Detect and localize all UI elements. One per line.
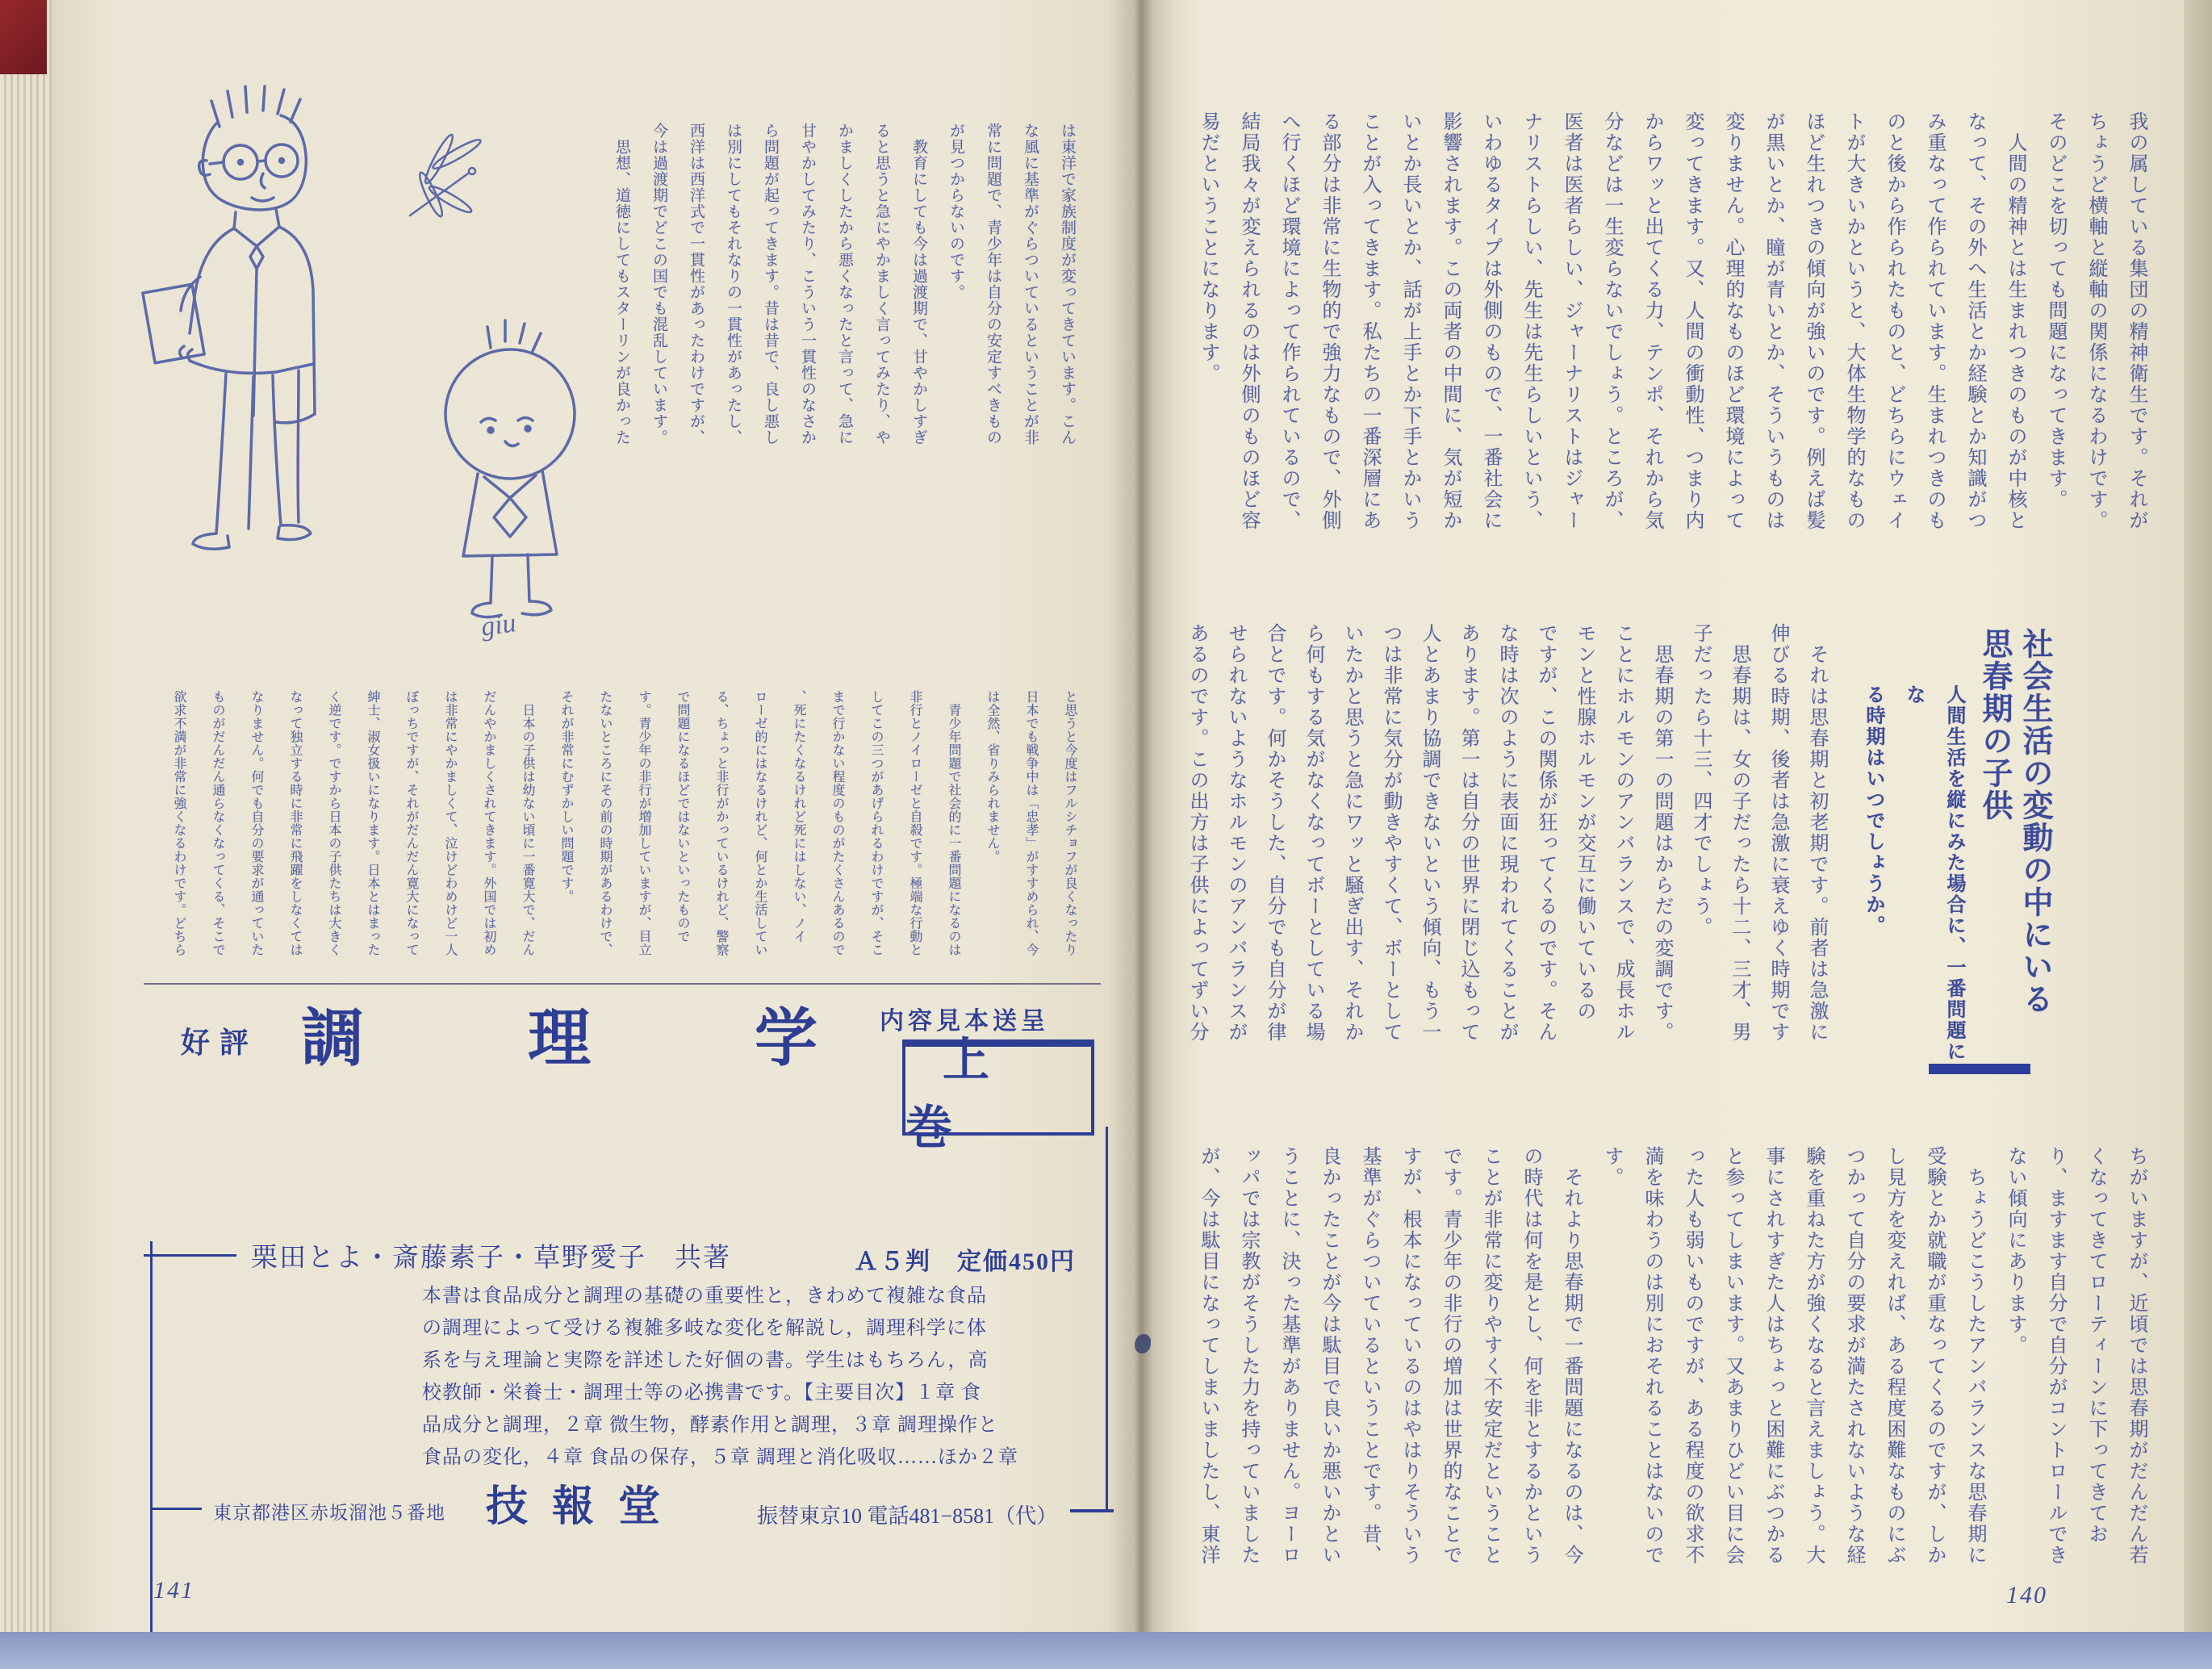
text-column: し見方を変えれば、ある程度困難なものにぶ: [1884, 1146, 1905, 1566]
text-column: 験を重ねた方が強くなると言えましょう。大: [1803, 1146, 1824, 1566]
text-column: ローゼ的にはなるけれど、何とか生活してい: [753, 690, 767, 956]
text-column: と参ってしまいます。又あまりひどい目に会: [1722, 1146, 1743, 1566]
heading-accent-bar: [1929, 1064, 2030, 1074]
text-column: 非行とノイローゼと自殺です。極端な行動と: [908, 690, 922, 956]
cartoon-illustration: [105, 77, 597, 682]
man-hair: [211, 86, 300, 127]
text-column: ぼっちですが、それがだんだん寛大になって: [404, 690, 418, 956]
text-column: が、今は駄目になってしまいましたし、東洋: [1198, 1146, 1219, 1566]
page-edge-stack: [0, 0, 52, 1633]
text-column: す。: [1601, 1146, 1622, 1188]
text-column: は非常にやかましくて、泣けどわめけど一人: [443, 690, 457, 956]
text-column: 結局我々が変えられるのは外側のものほど容: [1238, 111, 1259, 531]
ad-title-char: 調: [301, 1003, 365, 1073]
text-column: で問題になるほどではないといったもので: [675, 690, 689, 943]
text-column: 思春期は、女の子だったら十二、三才、男: [1729, 623, 1750, 1043]
ad-description-line: 校教師・栄養士・調理士等の必携書です。【主要目次】１章 食: [422, 1382, 982, 1403]
book-under-arm: [143, 284, 204, 362]
text-column: たないところにその前の時期があるわけで、: [598, 690, 612, 956]
text-column: つは非常に気分が動きやすくて、ボーとして: [1380, 623, 1401, 1043]
text-column: 影響されます。この両者の中間に、気が短か: [1440, 111, 1461, 531]
text-column: まで行かない程度のものがたくさんあるので: [830, 690, 844, 956]
text-column: 変ってきます。又、人間の衝動性、つまり内: [1682, 111, 1703, 531]
text-column: だんやかましくされてきます。外国では初め: [482, 690, 496, 956]
page-number-140: 140: [2006, 1582, 2047, 1608]
text-column: のと後から作られたものと、どちらにウェイ: [1884, 111, 1905, 531]
book-advertisement: [144, 983, 1101, 1624]
text-column: 今は過渡期でどこの国でも混乱しています。: [650, 123, 667, 445]
text-column: いとか長いとか、話が上手とか下手とかいう: [1399, 111, 1420, 531]
page-edge-right: [2184, 0, 2212, 1632]
text-column: そのどこを切っても問題になってきます。: [2045, 111, 2066, 510]
text-column: あるのです。この出方は子供によってずい分: [1186, 623, 1207, 1043]
text-column: それより思春期で一番問題になるのは、今: [1561, 1146, 1582, 1566]
text-column: ッパでは宗教がそうした力を持っていました: [1238, 1146, 1259, 1566]
text-column: 、死にたくなるけれど死にはしない、ノイ: [792, 690, 805, 943]
text-column: ものがだんだん通らなくなってくる、そこで: [211, 690, 224, 956]
text-column: 事にされすぎた人はちょっと困難にぶつかる: [1762, 1146, 1783, 1566]
text-column: それが非常にむずかしい問題です。: [559, 690, 573, 903]
article-columns-right-middle: [1174, 623, 1836, 1099]
text-column: くなってきてローティーンに下ってきてお: [2085, 1146, 2106, 1545]
ad-description-line: 系を与え理論と実際を詳述した好個の書。学生はもちろん，高: [422, 1350, 989, 1371]
ad-volume-badge: 上巻: [902, 1039, 1094, 1136]
text-column: 人間の精神とは生まれつきのものが中核と: [2005, 111, 2026, 531]
text-column: なって独立する時に非常に飛躍をしなくては: [288, 690, 302, 956]
ad-description-line: の調理によって受ける複雑多岐な変化を解説し，調理科学に体: [422, 1318, 987, 1339]
text-column: です。青少年の非行の増加は世界的なことで: [1440, 1146, 1461, 1566]
text-column: み重なって作られています。生まれつきのも: [1924, 111, 1945, 531]
text-column: ことが入ってきます。私たちの一番深層にあ: [1359, 111, 1380, 531]
ad-title-char: 学: [754, 1003, 817, 1073]
text-column: は別にしてもそれなりの一貫性があったし、: [725, 123, 742, 445]
child-kimono-knot: [494, 498, 526, 537]
article-columns-left-top: [601, 123, 1085, 502]
text-column: 甘やかしてみたり、こういう一貫性のなさか: [799, 123, 816, 445]
article-columns-left-bottom: [157, 690, 1089, 997]
text-column: かましくしたから悪くなったと言って、急に: [836, 123, 853, 445]
text-column: 易だということになります。: [1198, 111, 1219, 384]
text-column: の時代は何を是とし、何を非とするかという: [1520, 1146, 1541, 1566]
text-column: ほど生れつきの傾向が強いのです。例えば髪: [1803, 111, 1824, 531]
text-column: ちょうどこうしたアンバランスな思春期に: [1964, 1146, 1985, 1566]
text-column: 我の属している集団の精神衛生です。それが: [2126, 111, 2147, 531]
publisher-contact: 振替東京10 電話481−8581（代）: [757, 1504, 1058, 1528]
section-lead-line1: 人間生活を縦にみた場合に、一番問題にな: [1903, 684, 1964, 1062]
text-column: 紳士、淑女扱いになります。日本とはまった: [366, 690, 379, 956]
ad-description-line: 品成分と調理，２章 微生物，酵素作用と調理，３章 調理操作と: [422, 1415, 998, 1436]
dragonfly-icon: [410, 132, 483, 219]
text-column: 日本でも戦争中は「忠孝」がすすめられ、今: [1024, 690, 1038, 956]
ad-format-price: Ａ５判 定価450円: [854, 1249, 1076, 1275]
man-face: [252, 174, 274, 201]
ad-book-title: [301, 988, 817, 1078]
text-column: り、ますます自分で自分がコントロールでき: [2045, 1146, 2066, 1566]
publisher-name: 技報堂: [486, 1484, 685, 1530]
book-cover-corner: [0, 0, 47, 74]
text-column: ら問題が起ってきます。昔は昔で、良し悪し: [762, 123, 779, 445]
article-heading-block: [1848, 628, 2055, 1080]
book-gutter: [1107, 0, 1173, 1632]
article-columns-right-bottom: [1180, 1146, 2156, 1622]
text-column: ちょうど横軸と縦軸の関係になるわけです。: [2085, 111, 2106, 531]
publisher-address: 東京都港区赤坂溜池５番地: [213, 1503, 445, 1523]
desk-surface: [0, 1632, 2212, 1669]
text-column: 西洋は西洋式で一貫性があったわけですが、: [688, 123, 705, 445]
text-column: ない傾向にあります。: [2005, 1146, 2026, 1356]
text-column: が見つからないのです。: [947, 123, 964, 300]
text-column: 教育にしても今は過渡期で、甘やかしすぎ: [910, 123, 927, 445]
text-column: 日本の子供は幼ない頃に一番寛大で、だん: [521, 690, 534, 956]
text-column: 基準がぐらついているということです。昔、: [1359, 1146, 1380, 1566]
text-column: 伸びる時期、後者は急激に衰えゆく時期です: [1767, 623, 1788, 1043]
section-lead-line2: る時期はいつでしょうか。: [1863, 684, 1884, 936]
man-tie: [250, 246, 263, 269]
text-column: った人も弱いものですが、ある程度の欲求不: [1682, 1146, 1703, 1566]
ad-title-char: 理: [527, 1003, 591, 1073]
article-columns-right-top: [1180, 111, 2156, 596]
ad-description-line: 本書は食品成分と調理の基礎の重要性と，きわめて複雑な食品: [422, 1286, 987, 1307]
section-title-line2: 思春期の子供: [1977, 628, 2011, 822]
text-column: が黒いとか、瞳が青いとか、そういうものは: [1762, 111, 1783, 531]
text-column: 良かったことが今は駄目で良いか悪いかとい: [1319, 1146, 1340, 1566]
text-column: モンと性腺ホルモンが交互に働いているの: [1574, 623, 1595, 1022]
text-column: 青少年問題で社会的に一番問題になるのは: [947, 690, 960, 956]
text-column: すが、根本になっているのはやはりそういう: [1399, 1146, 1420, 1566]
text-column: 分などは一生変らないでしょう。ところが、: [1601, 111, 1622, 531]
child-head: [445, 349, 575, 479]
text-column: なりません。何でも自分の要求が通っていた: [249, 690, 263, 956]
ad-description-line: 食品の変化，４章 食品の保存，５章 調理と消化吸収……ほか２章: [422, 1447, 1018, 1468]
text-column: からワッと出てくる力、テンポ、それから気: [1641, 111, 1662, 531]
text-column: 欲求不満が非常に強くなるわけです。どちら: [172, 690, 186, 956]
text-column: く逆です。ですから日本の子供たちは大きく: [327, 690, 341, 956]
text-column: なって、その外へ生活とか経験とか知識がつ: [1964, 111, 1985, 531]
text-column: と思うと今度はフルシチョフが良くなったり: [1063, 690, 1077, 956]
decorative-dash: [150, 1508, 202, 1510]
text-column: 変りません。心理的なものほど環境によって: [1722, 111, 1743, 531]
decorative-dash: [144, 1254, 236, 1257]
text-column: は東洋で家族制度が変ってきています。こん: [1059, 123, 1076, 445]
text-column: は全然、省りみられません。: [985, 690, 999, 864]
text-column: 合とです。何かそうした、自分でも自分が律: [1264, 623, 1285, 1043]
text-column: してこの三つがあげられるわけですが、そこ: [869, 690, 883, 956]
text-column: トが大きいかというと、大体生物学的なもの: [1843, 111, 1864, 531]
text-column: る、ちょっと非行がかっているけれど、警察: [714, 690, 728, 956]
ad-description: [422, 1280, 1108, 1474]
text-column: 人とあまり協調できないという傾向、もう一: [1419, 623, 1440, 1043]
text-column: ことが非常に変りやすく不安定だということ: [1480, 1146, 1501, 1566]
text-column: ですが、この関係が狂ってくるのです。そん: [1535, 623, 1556, 1043]
text-column: 思想、道徳にしてもスターリンが良かった: [613, 123, 630, 445]
ad-authors-row: [144, 1236, 731, 1274]
artist-signature: giu: [479, 608, 518, 642]
text-column: 常に問題で、青少年は自分の安定すべきもの: [985, 123, 1001, 445]
ad-border-left: [150, 1241, 153, 1669]
page-number-141: 141: [153, 1577, 194, 1604]
text-column: る部分は非常に生物的で強力なもので、外側: [1319, 111, 1340, 531]
text-column: ことにホルモンのアンバランスで、成長ホル: [1612, 623, 1633, 1043]
text-column: ナリストらしい、先生は先生らしいという、: [1520, 111, 1541, 531]
text-column: 医者は医者らしい、ジャーナリストはジャー: [1561, 111, 1582, 531]
text-column: な時は次のように表面に現われてくることが: [1496, 623, 1517, 1043]
text-column: ると思うと急にやかましく言ってみたり、や: [873, 123, 890, 445]
text-column: へ行くほど環境によって作られているので、: [1278, 111, 1299, 531]
text-column: つかって自分の要求が満たされないような経: [1843, 1146, 1864, 1566]
text-column: な風に基準がぐらついているということが非: [1022, 123, 1039, 445]
text-column: す。青少年の非行が増加していますが、目立: [637, 690, 650, 956]
text-column: うことに、決った基準がありません。ヨーロ: [1278, 1146, 1299, 1566]
text-column: ちがいますが、近頃では思春期がだんだん若: [2126, 1146, 2147, 1566]
text-column: 満を味わうのは別におそれることはないので: [1641, 1146, 1662, 1566]
text-column: せられないようなホルモンのアンバランスが: [1225, 623, 1246, 1043]
ad-sample-offer: 内容見本送呈: [880, 1008, 1049, 1035]
text-column: 子だったら十三、四才でしょう。: [1690, 623, 1711, 938]
text-column: ら何もする気がなくなってボーとしている場: [1303, 623, 1323, 1043]
ad-authors: 栗田とよ・斎藤素子・草野愛子 共著: [251, 1244, 731, 1273]
text-column: 思春期の第一の問題はからだの変調です。: [1651, 623, 1672, 1043]
text-column: それは思春期と初老期です。前者は急激に: [1806, 623, 1827, 1043]
child-hair: [487, 320, 541, 351]
text-column: いたかと思うと急にワッと騒ぎ出す、それか: [1341, 623, 1362, 1043]
text-column: 受験とか就職が重なってくるのですが、しか: [1924, 1146, 1945, 1566]
section-title-line1: 社会生活の変動の中にいる: [2018, 628, 2051, 1015]
ad-rating-label: 好評: [181, 1027, 259, 1059]
text-column: いわゆるタイプは外側のもので、一番社会に: [1480, 111, 1501, 531]
text-column: あります。第一は自分の世界に閉じ込もって: [1457, 623, 1478, 1043]
